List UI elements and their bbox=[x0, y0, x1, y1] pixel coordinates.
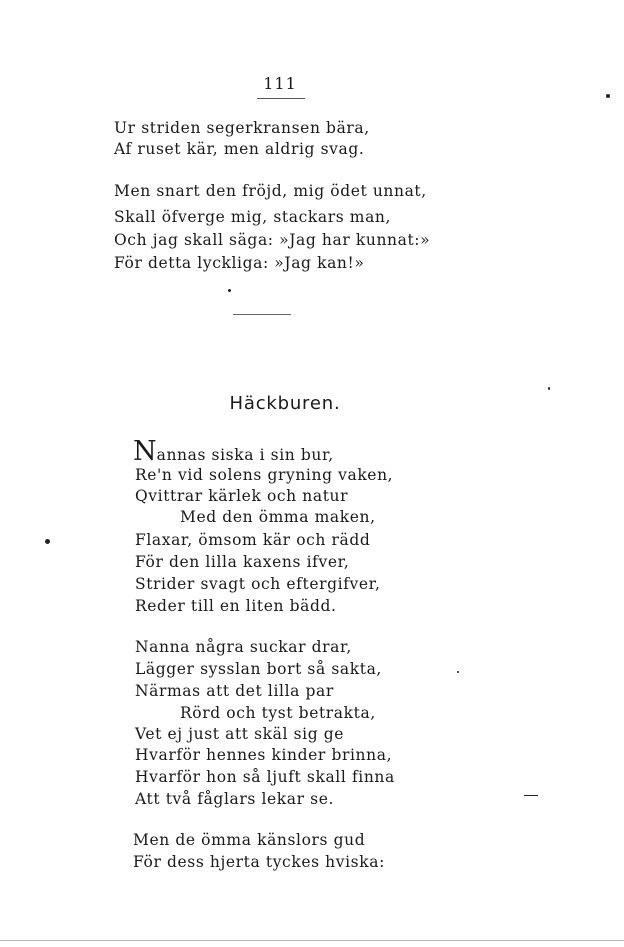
poem-line: Rörd och tyst betrakta, bbox=[180, 704, 376, 722]
first-line-text: annas siska i sin bur, bbox=[156, 446, 334, 464]
poem-first-line bbox=[133, 436, 334, 467]
scan-speck bbox=[548, 387, 550, 390]
poem-line: Närmas att det lilla par bbox=[135, 682, 334, 700]
poem-line: Vet ej just att skäl sig ge bbox=[135, 725, 345, 743]
poem-line: Och jag skall säga: »Jag har kunnat:» bbox=[114, 231, 431, 249]
poem-line: Med den ömma maken, bbox=[180, 508, 376, 526]
drop-cap: N bbox=[133, 436, 157, 467]
scan-speck bbox=[45, 539, 50, 544]
poem-line: Nanna några suckar drar, bbox=[135, 638, 352, 656]
page-number-underline bbox=[257, 98, 305, 99]
poem-line: Flaxar, ömsom kär och rädd bbox=[135, 531, 371, 549]
poem-line: Af ruset kär, men aldrig svag. bbox=[114, 140, 365, 158]
scan-speck bbox=[457, 671, 459, 673]
poem-line: För den lilla kaxens ifver, bbox=[135, 553, 350, 571]
poem-title: Häckburen. bbox=[229, 393, 341, 414]
poem-line: Men snart den fröjd, mig ödet unnat, bbox=[114, 182, 427, 200]
poem-line: Skall öfverge mig, stackars man, bbox=[114, 208, 392, 226]
poem-line: Men de ömma känslors gud bbox=[133, 831, 366, 849]
poem-line: Hvarför hon så ljuft skall finna bbox=[135, 768, 395, 786]
poem-line: Hvarför hennes kinder brinna, bbox=[135, 746, 393, 764]
page-edge-line bbox=[0, 940, 624, 941]
poem-line: Strider svagt och eftergifver, bbox=[135, 575, 381, 593]
poem-line: Re'n vid solens gryning vaken, bbox=[135, 466, 394, 484]
scan-speck bbox=[524, 795, 538, 796]
poem-line: Att två fåglars lekar se. bbox=[135, 790, 335, 808]
poem-line: För detta lyckliga: »Jag kan!» bbox=[114, 254, 365, 272]
scan-speck bbox=[606, 94, 610, 98]
poem-line: Ur striden segerkransen bära, bbox=[114, 119, 370, 137]
poem-line: Qvittrar kärlek och natur bbox=[135, 487, 349, 505]
scan-speck bbox=[228, 289, 231, 292]
page-number: 111 bbox=[263, 74, 297, 93]
poem-line: Lägger sysslan bort så sakta, bbox=[135, 660, 382, 678]
poem-line: Reder till en liten bädd. bbox=[135, 597, 337, 615]
poem-line: För dess hjerta tyckes hviska: bbox=[133, 853, 385, 871]
section-separator bbox=[233, 314, 291, 315]
